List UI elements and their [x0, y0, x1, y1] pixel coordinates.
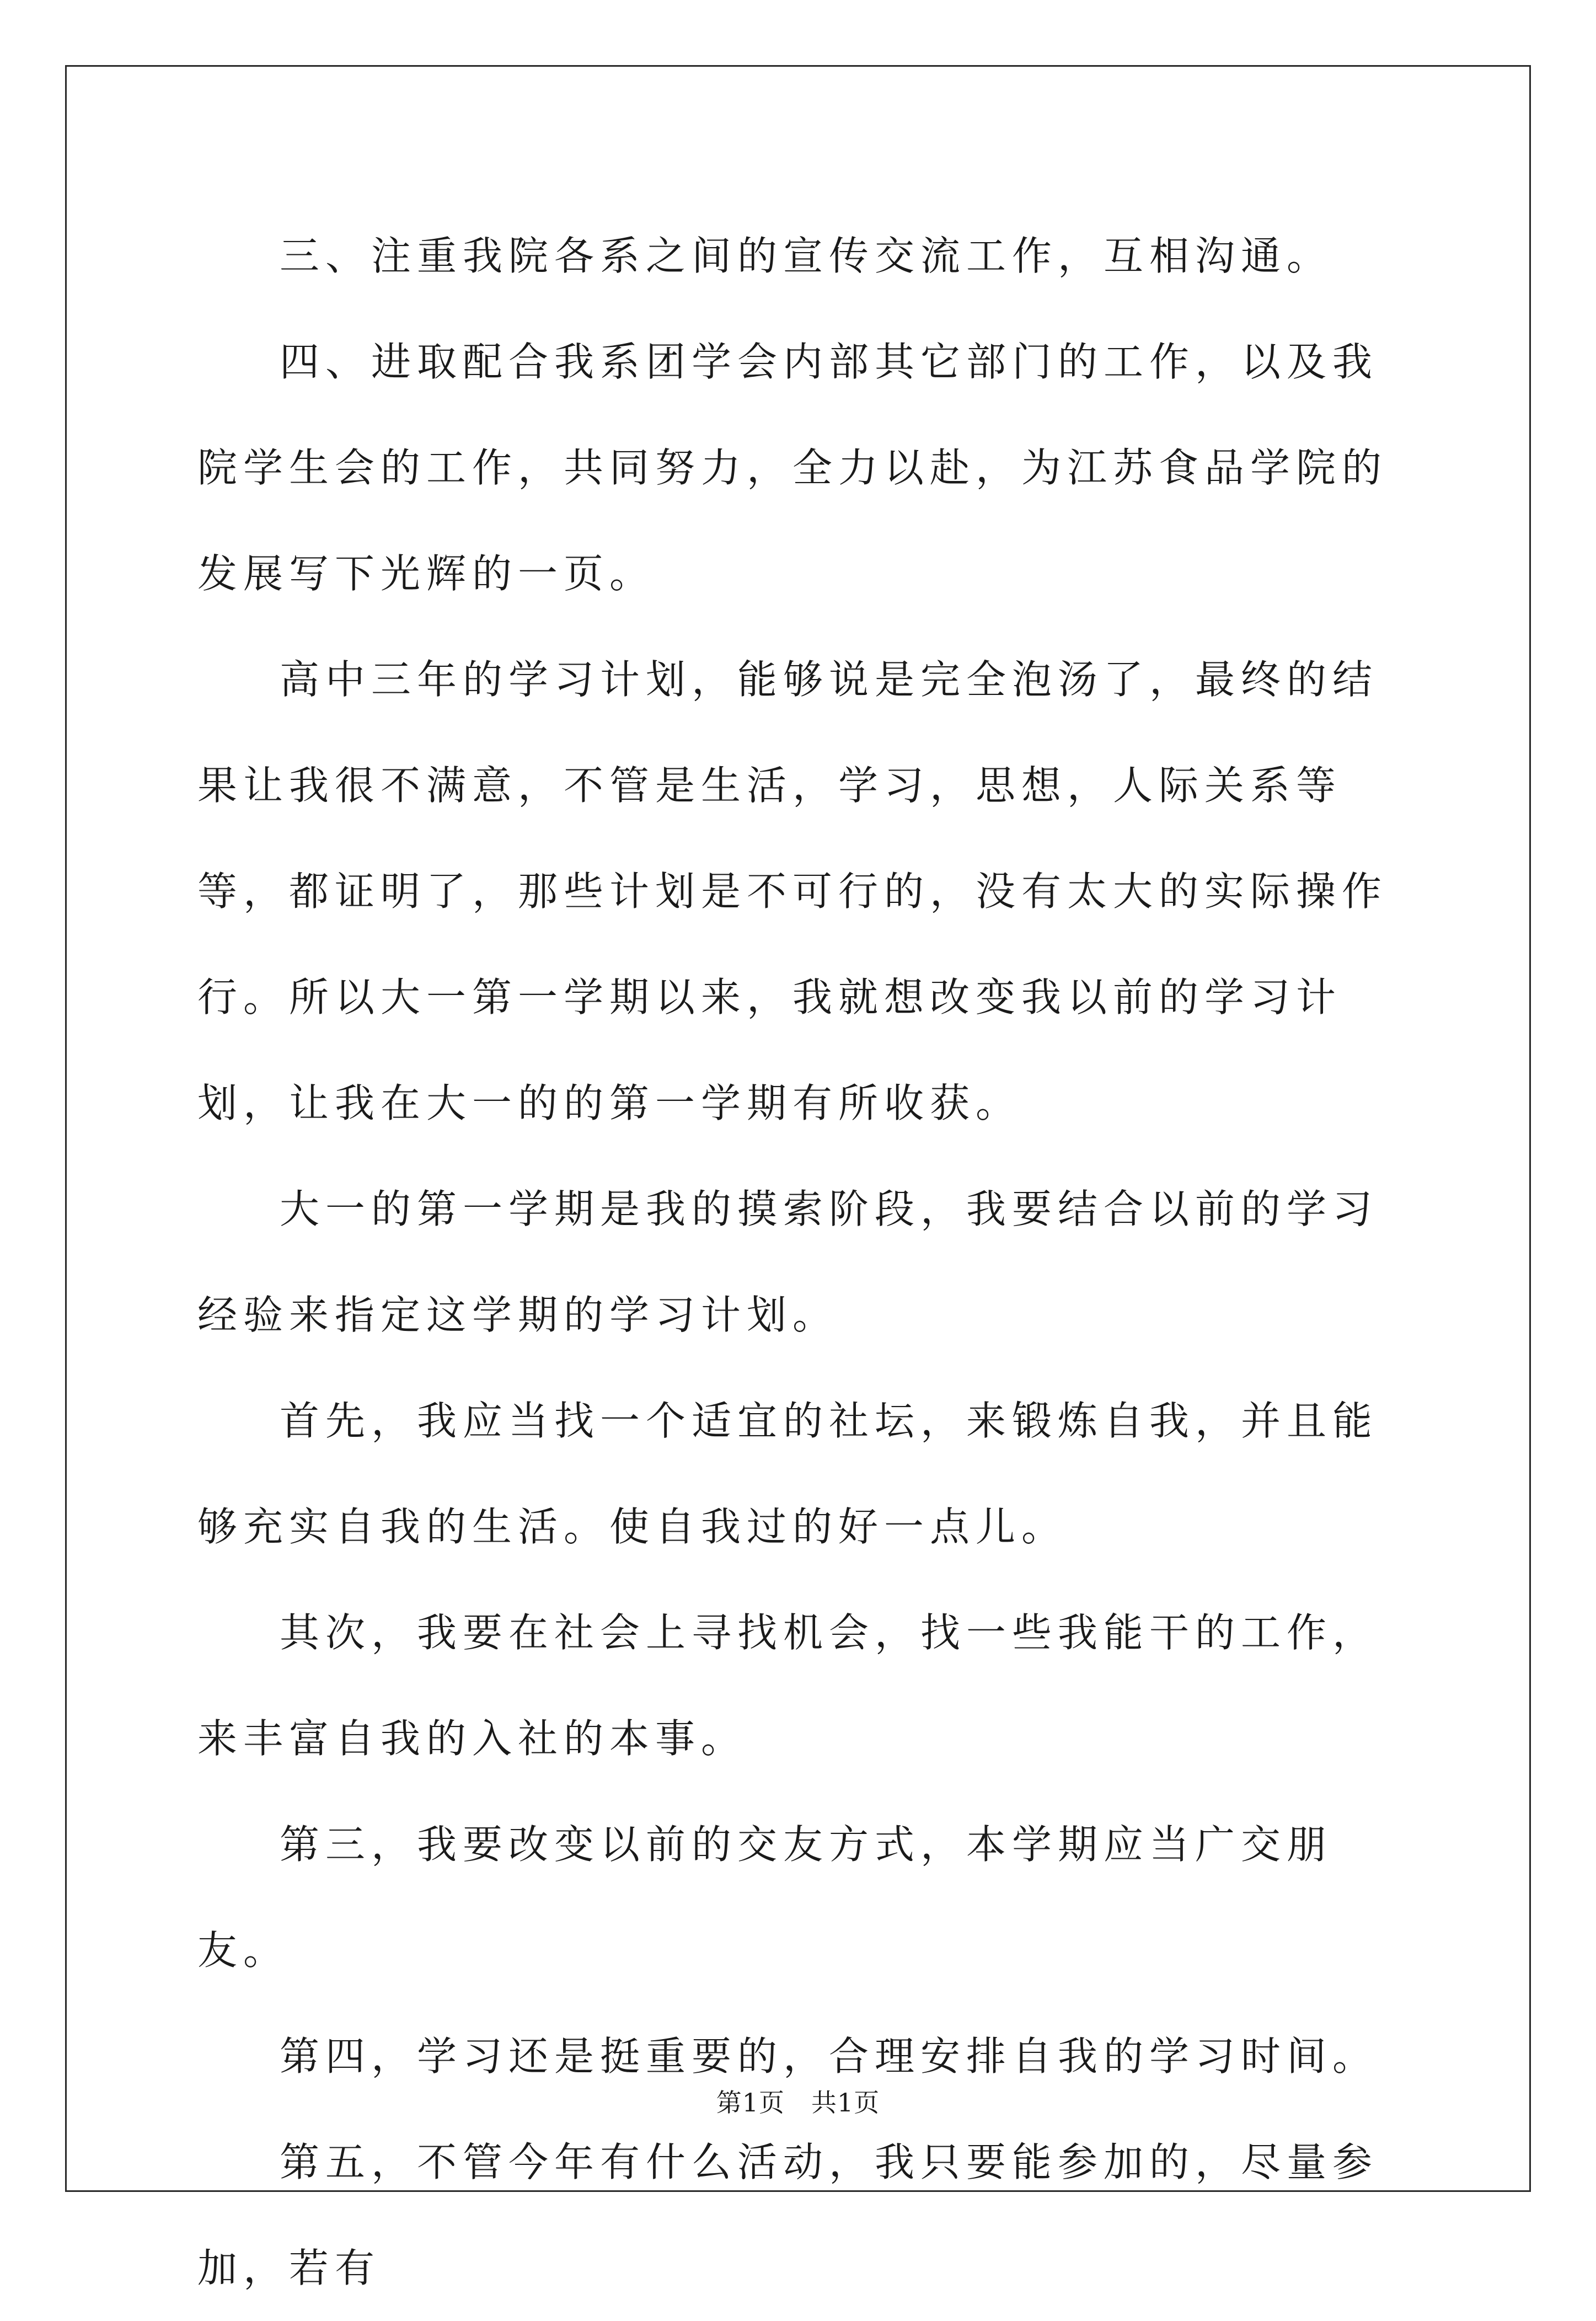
- paragraph: 第三，我要改变以前的交友方式，本学期应当广交朋友。: [197, 1821, 1333, 1974]
- paragraph: 三、注重我院各系之间的宣传交流工作，互相沟通。: [280, 233, 1333, 279]
- paragraph: 四、进取配合我系团学会内部其它部门的工作，以及我院学生会的工作，共同努力，全力以赴，为江苏食品学院的发展写下光辉的一页。: [197, 339, 1388, 597]
- document-body: [197, 203, 1413, 2321]
- paragraph: 第五，不管今年有什么活动，我只要能参加的，尽量参加，若有: [197, 2139, 1379, 2291]
- paragraph: 高中三年的学习计划，能够说是完全泡汤了，最终的结果让我很不满意，不管是生活，学习，思想，人际关系等等，都证明了，那些计划是不可行的，没有太大的实际操作行。所以大一第一学期以来，我就想改变我以前的学习计划，让我在大一的的第一学期有所收获。: [197, 656, 1388, 1126]
- page-footer: [0, 2083, 1596, 2119]
- paragraph: 首先，我应当找一个适宜的社坛，来锻炼自我，并且能够充实自我的生活。使自我过的好一点儿。: [197, 1398, 1379, 1550]
- paragraph: 大一的第一学期是我的摸索阶段，我要结合以前的学习经验来指定这学期的学习计划。: [197, 1186, 1379, 1338]
- page-number-current: 第1页: [716, 2088, 785, 2117]
- page-number-total: 共1页: [811, 2088, 880, 2117]
- paragraph: 其次，我要在社会上寻找机会，找一些我能干的工作，来丰富自我的入社的本事。: [197, 1609, 1379, 1762]
- paragraph: 第四，学习还是挺重要的，合理安排自我的学习时间。: [280, 2033, 1379, 2079]
